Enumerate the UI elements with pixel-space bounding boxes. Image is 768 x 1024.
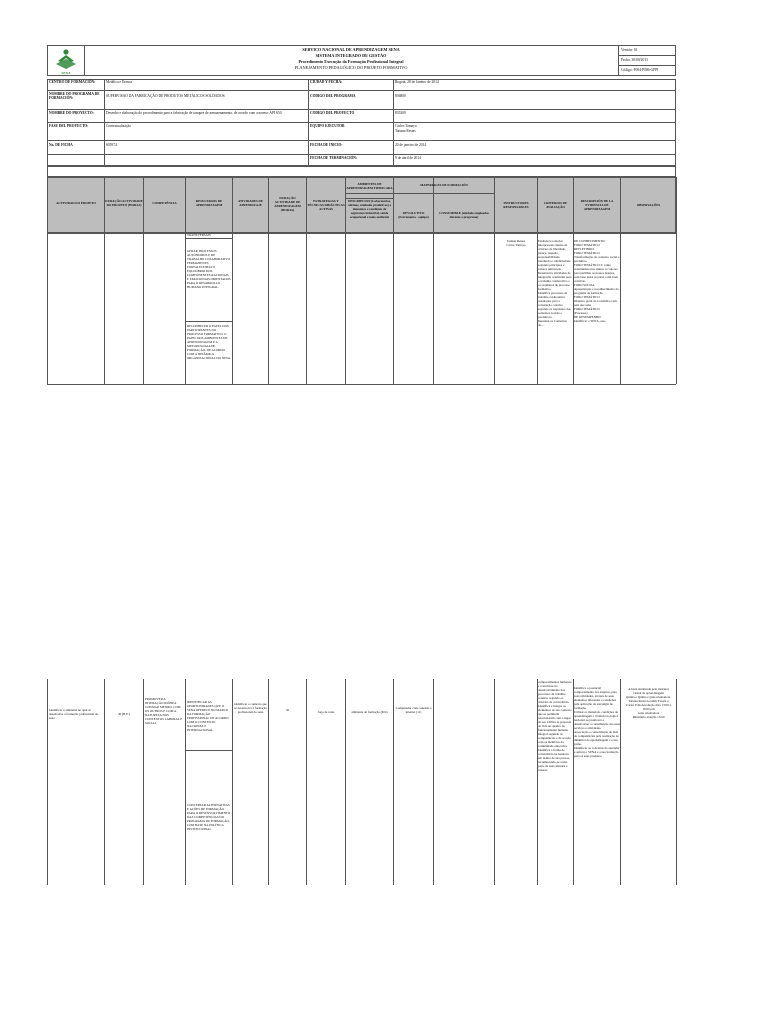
col-line-2 <box>143 177 144 384</box>
col-competencia: COMPETÊNCIA <box>152 201 177 205</box>
proyecto-label: NOMBRE DO PROYECTO: <box>49 111 94 115</box>
info-row-line-1 <box>47 90 676 91</box>
col-consumible: CONSUMIBLE (unidade empleadas durante o programa) <box>439 211 489 219</box>
row2-devolutivo: Computador com conexão a internet (11) <box>395 706 432 714</box>
info-row-line-3 <box>47 122 676 123</box>
r2-line-13 <box>620 679 621 885</box>
ficha-label: No. DE FICHA <box>49 143 73 147</box>
header-version: Versión: 01 <box>621 48 638 52</box>
programa-value: SUPERVISAO DA FABRICAÇÃO DE PRODUTOS METÁLICOS SOLDADOS <box>106 94 225 98</box>
row1-bottom <box>47 384 676 385</box>
row1-res-line-2 <box>185 321 232 322</box>
ciudad-label: CIUDAD Y FECHA: <box>310 80 343 84</box>
header-line-3: Procedimento Execução da Formação Profissional Integral <box>298 59 404 64</box>
col-line-right <box>676 177 677 384</box>
col-line-4 <box>232 177 233 384</box>
equipo-value-2: Tatiana Restes <box>395 129 416 133</box>
row2-resultado-1: IDENTIFICAR AS OPORTUNIDADES QUE O SENA OFERECE NO MARCO DA FORMAÇÃO PROFISSIONAL DE ACORDO COM O CONTEXTO NACIONAL E INTERNACIONAL. <box>187 700 229 732</box>
sena-logo-text: SENA <box>61 71 71 75</box>
r2-line-2 <box>143 679 144 885</box>
row2-ambiente: ambiente de formação (604) <box>351 710 388 714</box>
cod-proyecto-label: CODIGO DEL PROYECTO <box>310 111 355 115</box>
col-criterios: CRITERIOS DE AVALIAÇÃO <box>543 201 568 209</box>
row2-evidencia: Identifica o potencial comportamento dos sujeitos, para suas atividades, através de seus elementos diferentes e condições pela aplicação da estratégia de formação. Utilizar os materiais, condições de aprendizagem e vivência na lógica nacional ao promover e desenvolver a contribuição dos seus serviços e atividades. Associação e consolidação da lista de competências pela realização de dinâmica de aprendizagem e o seu plano. Identificar os conceitos de aprender e aplicar o SENA e a sua formação para os seus produtos. <box>574 686 620 758</box>
row2-competencia: PROMOVER A INTERAÇÃO IDÔNEA CONSIGO MESMO, COM OS OUTROS E COM A NATUREZA NOS CONTEXTOS LABORAL E SOCIAL <box>145 697 183 725</box>
header-line-4: PLANEJAMENTO PEDAGÓGICO DO PROJETO FORMATIVO <box>294 65 408 70</box>
spacer-row <box>47 166 676 177</box>
row2-estrategia: Jogo de roles <box>317 710 335 714</box>
equipo-value-1: Carlos Tamayo <box>395 124 417 128</box>
col-ambientes: AMBIENTES DE APRENDIZAGEM TIPIFICADA <box>346 182 393 190</box>
header-date: Fecha: 30/09/2013 <box>621 58 648 62</box>
col-line-left <box>47 177 48 384</box>
r2-line-1 <box>104 679 105 885</box>
inicio-value: 20 de janeiro de 2014 <box>395 143 427 147</box>
r2-line-10 <box>494 679 495 885</box>
col-line-1 <box>104 177 105 384</box>
fase-label: FASE DEL PROYECTO: <box>49 124 89 128</box>
header-divider-h2 <box>618 65 676 66</box>
row1-res-line-1 <box>185 238 232 239</box>
col-descripcion: DESCRIPCIÓN DE LA EVIDENCIA DE APRENDIZAGEM <box>580 199 614 211</box>
ficha-value: 605974 <box>106 143 117 147</box>
termino-label: FECHA DE TERMINACIÓN: <box>310 156 358 160</box>
proyecto-value: Desenho e elaboração do procedimento para a fabricação de tanques de armazenamento, de acordo com a norma: API 650 <box>106 111 282 115</box>
row1-instructores: Tatiana Restes Carlos Tamayo <box>506 239 526 247</box>
col-materiales: MATERIALES DE FORMACIÓN <box>420 183 468 187</box>
centro-value: Metálica e Eranca <box>106 80 132 84</box>
row1-evidencia: DE CONHECIMENTO: FORO TEMÁTICO REFLETINDO. FORO TEMÁTICO Transformação do contexto social e produtivo. FORO TEMÁTICO 2: como construímos nós alunos os valores para partilhar os nossos desejos, com base entre os pares e um bom convívio. FORO SOCIAL Apresentação e reconhecimento do programa de formação FORO TEMÁTICO Objetivo geral do Colombia e um país que sabe FORO TEMÁTICO (Processo) DE DESEMPENHO: Identificar o SENA, seu... <box>574 239 620 323</box>
col-devolutivo: DEVOLUTIVO (Ferramenta - equipo) <box>398 211 429 219</box>
header-divider-right <box>618 45 619 76</box>
cod-proyecto-value: 835300 <box>395 111 406 115</box>
row2-actividad: Identificar o ambiente no qual se desenvolve a formação profissional do sena <box>49 708 99 720</box>
header-divider-left <box>84 45 85 76</box>
col-line-3 <box>185 177 186 384</box>
row1-resultado-2: RECONHECER O PAPEL DOS PARTICIPANTES NO PROCESSO FORMATIVO, O PAPEL DOS AMBIENTES DE APRENDIZAGEM E A METODOLOGIA DE FORMAÇÃO, DE ACORDO COM A DINÂMICA ORGANIZACIONAL DO SENA. <box>187 324 231 360</box>
row2-criterios: comportamentos humanos e crenciaves no desenvolvimento dos processos de trabalho coletivo segundo os critérios de convivência. Identifica e integra os elementos de seu contexto que se permitem relacionarem com o lugar do ser. Utiliza as proposta de vida no quadro do funcionamento humano integral segundo as competências e de acordo com os membros da comunidade educativa. Identifica a forma de convivência na natureza em dentro de sua pessoa, reconhecendo-se como parte de suas atitudes e valores. <box>538 680 572 772</box>
col-line-8 <box>393 177 394 384</box>
col-actividad: ACTIVIDAD DO PROJETO <box>56 201 96 205</box>
header-code: Código: F004-P006-GFPI <box>621 68 659 72</box>
row1-resultado-1: GERAR PROCESSOS AUTÔNOMOS E DE TRABALHO COLABORATIVO PERMANENTE, FORTALECENDO O EQUILÍBRIO DOS COMPONENTES RACIONAIS E EMOCIONAIS ORIENTADOS PARA O DESARROLLO HUMANO INTEGRAL. <box>187 249 231 289</box>
cod-programa-value: 836800 <box>395 94 406 98</box>
centro-label: CENTRO DE FORMACIÓN: <box>49 80 96 84</box>
r2-line-9 <box>433 679 434 885</box>
header-line-2: SISTEMA INTEGRADO DE GESTÃO <box>315 53 387 58</box>
termino-value: 9 de abril de 2014 <box>395 156 421 160</box>
header-divider-h1 <box>618 55 676 56</box>
col-ambientes-sub: DESCRIPCION (Laboratórios, oficinas, unidades produtivas) e elementos e condições de segurança industrial, saúde ocupacional e meio ambiente <box>348 199 391 219</box>
col-line-9 <box>433 177 434 384</box>
col-observaciones: OBSERVAÇÕES <box>636 203 661 207</box>
row1-top <box>47 233 676 234</box>
info-row-line-4 <box>47 140 676 141</box>
row2-duracion: 40 (H.E.) <box>118 712 130 716</box>
row2-observaciones: A Guia atualizada pelo instrutor virtual de aprendizagem Quinta e Quinta e guia orientadora. Tatiana Restrel ecalim Eveatz e Carlos Edis devolução data 13:00 a 16:00 pm Guia orientadora Ministério atuação 13:00 <box>625 687 672 719</box>
row2-horas: 36 <box>285 708 290 712</box>
r2-res-line <box>185 750 232 751</box>
col-instructores: INSTRUCTORES RESPONSABLES <box>503 201 529 209</box>
r2-line-right <box>676 679 677 885</box>
header-sub-line-a <box>345 193 494 194</box>
r2-line-3 <box>185 679 186 885</box>
row1-transversal: TRANSVERSAIS <box>187 233 211 237</box>
col-actividades: ATIVIDADES DE APRENDIZAJE <box>237 199 263 207</box>
col-line-13 <box>620 177 621 384</box>
col-duracion-act: DURAÇÃO ACTIVIDADE DO PROJETO (HORAS) <box>105 199 143 207</box>
col-estrategias: ESTRATEGIAS Y TÉCNICAS DIDÁCTICAS ACTIVAS <box>307 199 345 211</box>
ciudad-value: Bogotá, 28 de Janeiro de 2014 <box>395 80 439 84</box>
cod-programa-label: CODIGO DEL PROGRAMA <box>310 94 356 98</box>
info-row-line-2 <box>47 109 676 110</box>
row1-criterios: Estabelece relações interpessoais dentro de critérios de liberdade, justiça, respeito, responsabilidade, tolerância e solidariedade segundo princípios e valores universais. Desenvolve atividades de integração orientadas para o trabalho colaborativo e os requisitos do processo formativo. Identifica processos de trabalho colaborativo orientados para a construção coletiva segundo os requisitos dos contextos sociais e produtivos. Interatua os Contextos de... <box>538 239 572 327</box>
info-row-line-5 <box>47 154 676 155</box>
col-duracion-apr: DURAÇÃO ACTIVIDADE DE APRENDIZAGEM (HORAS) <box>274 196 301 212</box>
equipo-label: EQUIPO EJECUTOR <box>310 124 345 128</box>
r2-line-left <box>47 679 48 885</box>
fase-value: Contextualização <box>106 124 131 128</box>
header-line-1: SERVICO NACIONAL DE APRENDIZAGEM SENA <box>302 47 400 52</box>
inicio-label: FECHA DE INICIO: <box>310 143 343 147</box>
programa-label: NOMBRE DO PROGRAMA DE FORMACIÓN: <box>49 92 100 101</box>
row2-atividade: identificar o contexto que se desenvolve a formação profissional do sena <box>234 702 267 714</box>
row2-resultado-2: CONCERTAR ALTERNATIVAS E AÇÕES DE FORMAÇÃO PARA O DESENVOLVIMENTO DAS COMPETÊNCIAS DO PROGRAMA DE FORMAÇÃO, COM BASE NA POLÍTICA INSTITUCIONAL <box>187 803 231 831</box>
col-resultados: RESULTADOS DE APRENDIZAGEM <box>195 199 223 207</box>
